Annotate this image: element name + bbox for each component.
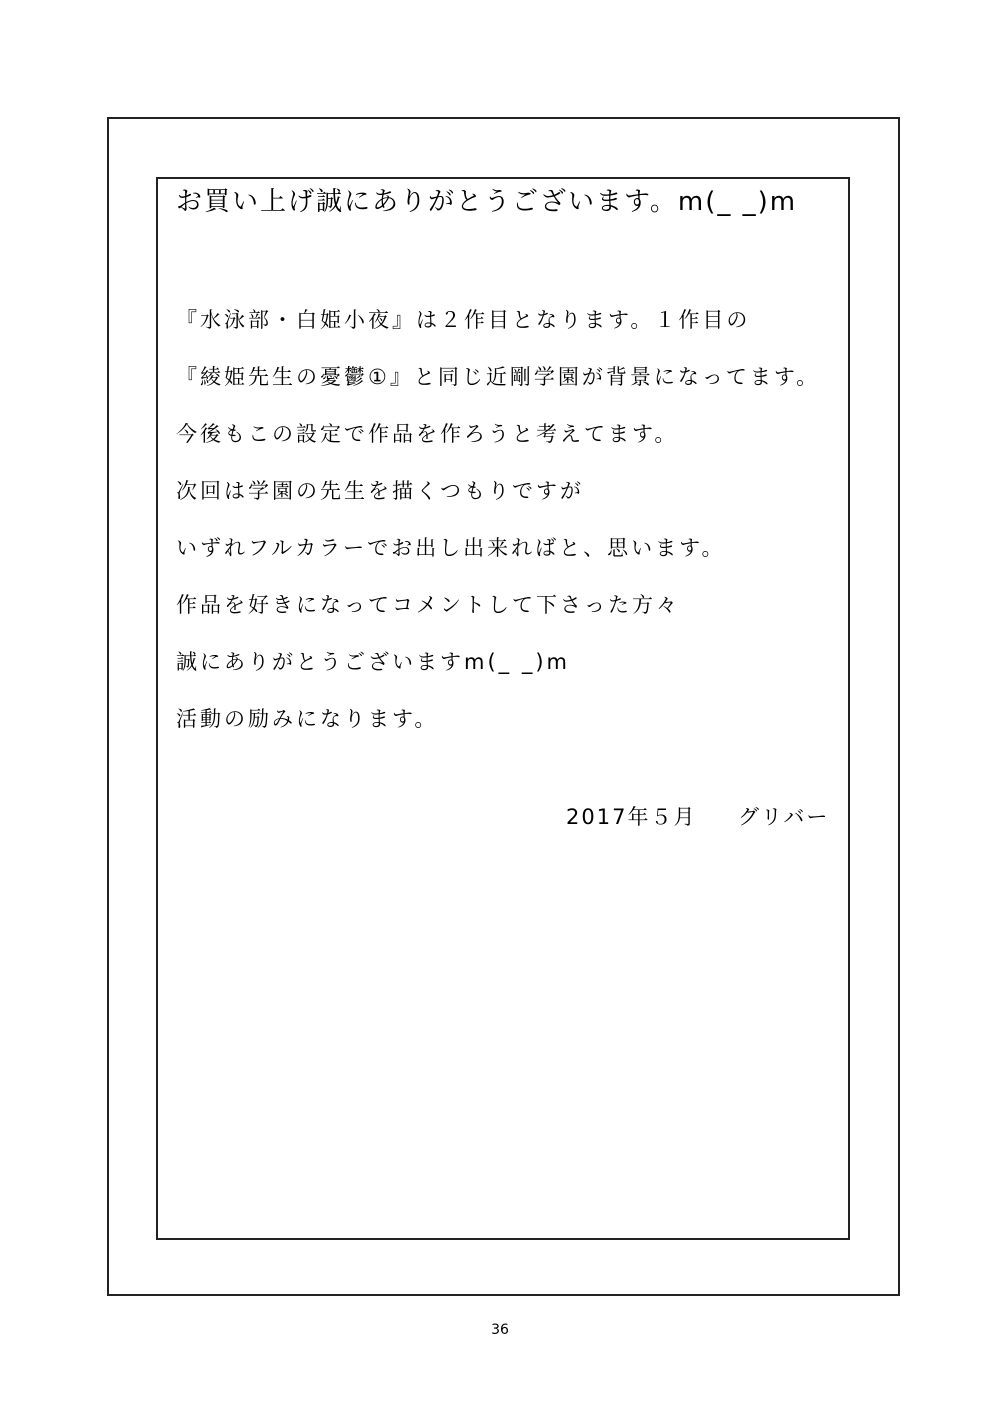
body-line: 『綾姫先生の憂鬱①』と同じ近剛学園が背景になってます。 [176, 365, 821, 389]
body-line: 今後もこの設定で作品を作ろうと考えてます。 [176, 422, 679, 446]
body-line: 次回は学園の先生を描くつもりですが [176, 479, 584, 503]
afterword-heading: お買い上げ誠にありがとうございます。m(_ _)m [176, 187, 798, 217]
signature-date: 2017年５月 [566, 805, 697, 829]
body-line: 作品を好きになってコメントして下さった方々 [176, 593, 680, 617]
body-line: 活動の励みになります。 [176, 707, 439, 731]
signature-line [566, 802, 829, 832]
signature-author: グリバー [738, 805, 830, 829]
body-line: いずれフルカラーでお出し出来ればと、思います。 [176, 536, 726, 560]
page-number: 36 [491, 1322, 509, 1338]
body-line: 『水泳部・白姫小夜』は２作目となります。１作目の [176, 308, 751, 332]
body-line: 誠にありがとうございますm(_ _)m [176, 650, 570, 674]
afterword-body [176, 304, 846, 760]
